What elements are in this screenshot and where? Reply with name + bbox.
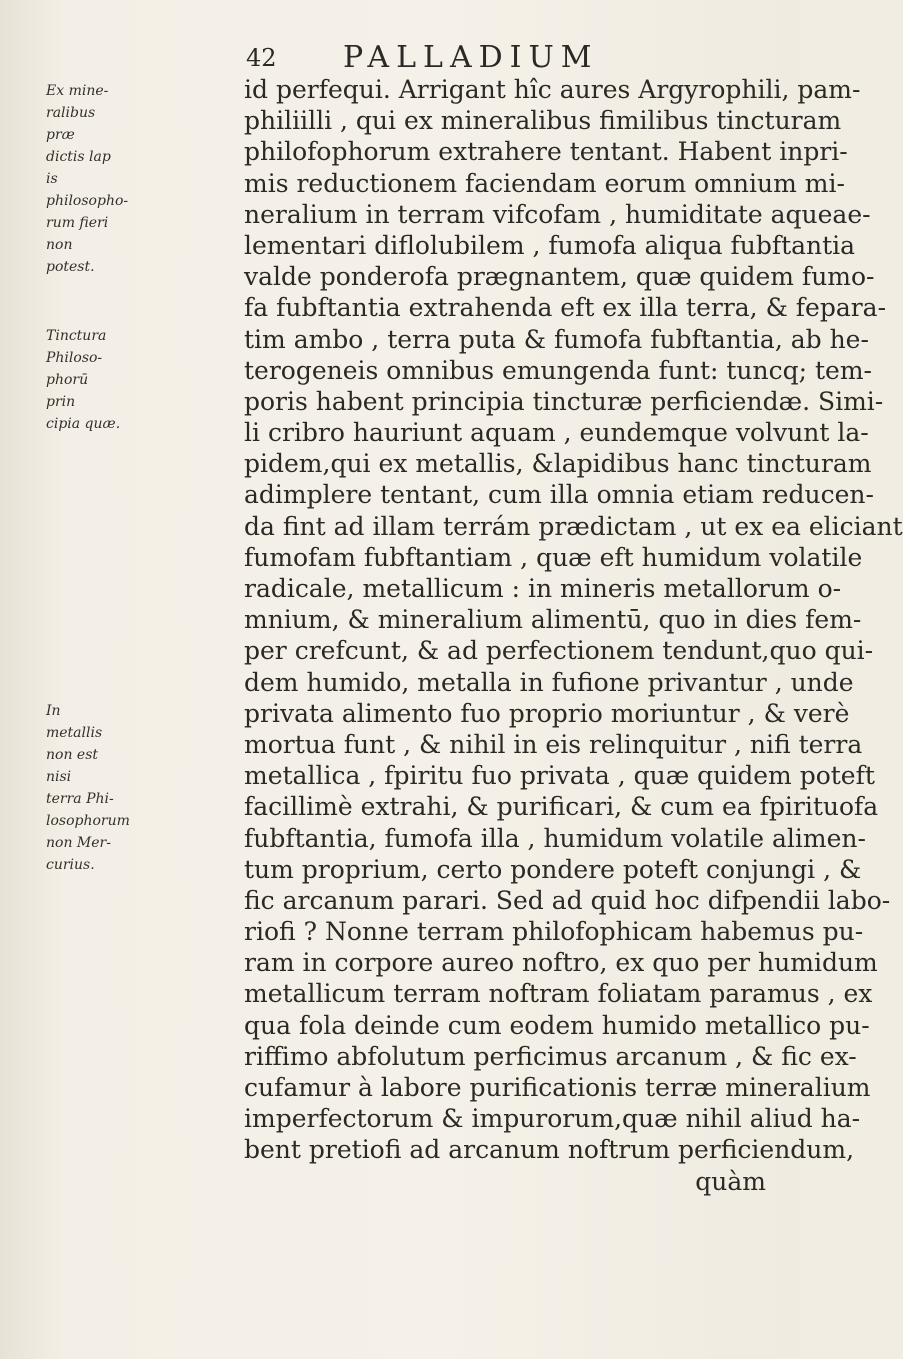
- margin-note-line: non potest.: [46, 237, 95, 275]
- text-line: imperfectorum & impurorum,quæ nihil aliud ha-: [244, 1104, 861, 1134]
- text-line: id perfequi. Arrigant hîc aures Argyrophili, pam-: [244, 75, 861, 104]
- text-line: cufamur à labore purificationis terræ mineralium: [244, 1073, 871, 1102]
- text-line: facillimè extrahi, & purificari, & cum ea fpirituofa: [244, 792, 879, 822]
- text-line: philiilli , qui ex mineralibus fimilibus tincturam: [244, 106, 842, 136]
- running-head: PALLADIUM: [343, 40, 599, 75]
- margin-note-metallis: [46, 700, 130, 876]
- text-line: dem humido, metalla in fufione privantur , unde: [244, 667, 854, 697]
- text-line: riffimo abfolutum perficimus arcanum , & fic ex-: [244, 1041, 857, 1071]
- text-line: mnium, & mineralium alimentū, quo in dies fem-: [244, 605, 862, 635]
- text-line: mis reductionem faciendam eorum omnium mi-: [244, 168, 845, 198]
- text-line: adimplere tentant, cum illa omnia etiam reducen-: [244, 480, 874, 510]
- margin-note-line: terra Phi-: [46, 791, 114, 807]
- text-line: metallicum terram noftram foliatam paramus , ex: [244, 979, 873, 1009]
- margin-note-line: non Mer-: [46, 835, 111, 851]
- margin-note-line: Philoso-: [46, 350, 103, 366]
- margin-note-line: ralibus præ: [46, 105, 96, 143]
- text-line: lementari diflolubilem , fumofa aliqua fubftantia: [244, 230, 856, 260]
- text-line: tim ambo , terra puta & fumofa fubftantia, ab he-: [244, 324, 869, 354]
- text-line: valde ponderofa prægnantem, quæ quidem fumo-: [244, 262, 875, 292]
- text-line: neralium in terram vifcofam , humiditate aqueae-: [244, 199, 871, 229]
- margin-note-line: In metallis: [46, 703, 103, 741]
- text-line: ram in corpore aureo noftro, ex quo per humidum: [244, 948, 878, 978]
- text-line: poris habent principia tincturæ perficiendæ. Simi-: [244, 386, 884, 416]
- catchword: quàm: [695, 1166, 766, 1196]
- text-line: philofophorum extrahere tentant. Habent inpri-: [244, 137, 848, 167]
- text-line: terogeneis omnibus emungenda funt: tuncq; tem-: [244, 355, 872, 385]
- text-line: fic arcanum parari. Sed ad quid hoc difpendii labo-: [244, 885, 891, 915]
- text-line: radicale, metallicum : in mineris metallorum o-: [244, 574, 842, 603]
- text-line: da fint ad illam terrám prædictam , ut ex ea eliciant: [244, 511, 903, 541]
- text-line: fumofam fubftantiam , quæ eft humidum volatile: [244, 542, 863, 572]
- margin-note-tinctura: [46, 325, 121, 435]
- text-line: fubftantia, fumofa illa , humidum volatile alimen-: [244, 823, 866, 853]
- margin-note-line: cipia quæ.: [46, 416, 121, 432]
- text-line: privata alimento fuo proprio moriuntur , & verè: [244, 698, 850, 728]
- text-line: qua fola deinde cum eodem humido metallico pu-: [244, 1010, 870, 1040]
- text-line: pidem,qui ex metallis, &lapidibus hanc tincturam: [244, 449, 872, 479]
- text-line: li cribro hauriunt aquam , eundemque volvunt la-: [244, 418, 869, 448]
- margin-note-line: curius.: [46, 857, 95, 873]
- text-line: bent pretiofi ad arcanum noftrum perficiendum,: [244, 1135, 855, 1165]
- text-line: riofi ? Nonne terram philofophicam habemus pu-: [244, 917, 864, 947]
- text-line: fa fubftantia extrahenda eft ex illa terra, & fepara-: [244, 293, 887, 323]
- margin-note-line: rum fieri: [46, 215, 109, 231]
- margin-note-line: philosopho-: [46, 193, 129, 209]
- margin-note-minerals: [46, 80, 129, 278]
- margin-note-line: dictis lap is: [46, 149, 111, 187]
- text-line: mortua funt , & nihil in eis relinquitur , nifi terra: [244, 729, 863, 759]
- body-text: [244, 74, 903, 1197]
- margin-note-line: Tinctura: [46, 328, 107, 344]
- text-line: per crefcunt, & ad perfectionem tendunt,quo qui-: [244, 636, 874, 666]
- margin-note-line: losophorum: [46, 813, 130, 829]
- page-number: 42: [246, 44, 277, 72]
- margin-note-line: Ex mine-: [46, 83, 109, 99]
- margin-note-line: phorū prin: [46, 372, 89, 410]
- margin-note-line: non est nisi: [46, 747, 99, 785]
- text-line: tum proprium, certo pondere poteft conjungi , &: [244, 854, 862, 884]
- text-line: metallica , fpiritu fuo privata , quæ quidem poteft: [244, 761, 875, 791]
